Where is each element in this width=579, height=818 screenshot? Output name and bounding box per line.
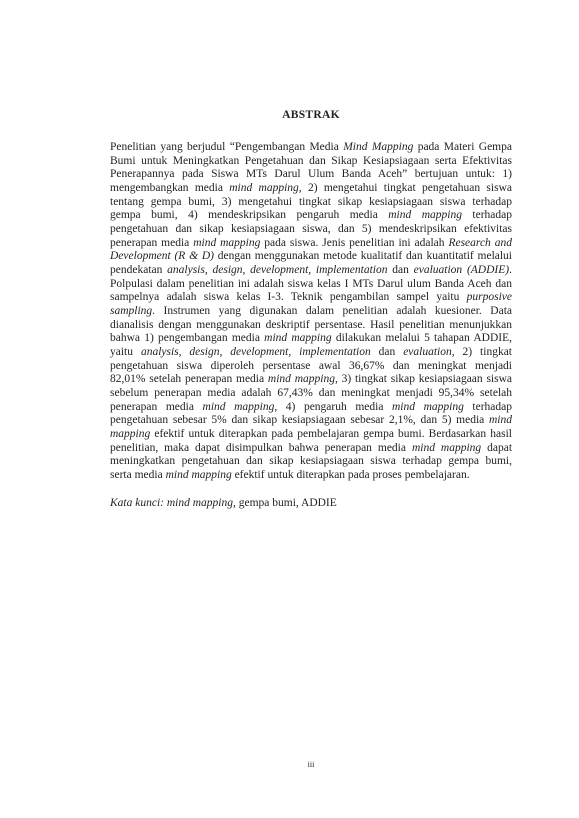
abstract-line — [110, 141, 512, 155]
text-run: . Instrumen yang digunakan dalam penelitian adalah kuesioner. Data — [152, 305, 512, 318]
abstract-line — [110, 346, 512, 360]
italic-term: mind mapping — [267, 373, 335, 386]
italic-term: evaluation (ADDIE) — [413, 264, 510, 277]
italic-term: analysis, design, development, implementation — [167, 264, 388, 277]
abstract-paragraph — [110, 141, 512, 483]
text-run: tentang gempa bumi, 3) mengetahui tingkat sikap kesiapsiagaan siswa terhadap — [110, 195, 512, 208]
text-run: , 2) tingkat — [451, 346, 512, 359]
text-run: serta media — [110, 469, 166, 482]
abstract-line — [110, 250, 512, 264]
abstract-line — [110, 414, 512, 428]
text-run: terhadap — [461, 209, 512, 222]
italic-term: mind mapping — [202, 400, 275, 413]
abstract-line — [110, 155, 512, 169]
text-run: mengembangkan media — [110, 182, 230, 195]
text-run: 82,01% setelah penerapan media — [110, 373, 268, 386]
abstract-line — [110, 182, 512, 196]
text-run: pendekatan — [110, 264, 168, 277]
italic-term: mind mapping — [411, 441, 482, 454]
abstract-line — [110, 305, 512, 319]
abstract-line — [110, 373, 512, 387]
text-run: dilakukan melalui 5 tahapan ADDIE, — [331, 332, 513, 345]
text-run: sebelum penerapan media adalah 67,43% dan meningkat menjadi 95,34% setelah — [110, 387, 512, 400]
italic-term: mind mapping — [229, 182, 299, 195]
abstract-line — [110, 237, 512, 251]
text-run: terhadap — [463, 400, 512, 413]
page-title: ABSTRAK — [282, 109, 340, 121]
text-run: Bumi untuk Meningkatkan Pengetahuan dan Sikap Kesiapsiagaan serta Efektivitas — [110, 154, 512, 167]
abstract-line — [110, 278, 512, 292]
abstract-line — [110, 264, 512, 278]
italic-term: mind — [489, 414, 512, 427]
italic-term: mind mapping — [388, 209, 462, 222]
abstract-line — [110, 401, 512, 415]
abstract-line — [110, 223, 512, 237]
italic-term: mapping — [110, 428, 151, 441]
italic-term: Research and — [448, 236, 512, 249]
text-run: pengetahuan siswa diperoleh persentase awal 36,67% dan meningkat menjadi — [110, 359, 512, 372]
text-run: , 3) tingkat sikap kesiapsiagaan siswa — [334, 373, 512, 386]
abstract-line — [110, 209, 512, 223]
text-run: meningkatkan pengetahuan dan sikap kesiapsiagaan siswa terhadap gempa bumi, — [110, 455, 512, 468]
text-run: Penelitian yang berjudul “Pengembangan Media — [110, 141, 344, 153]
text-run: sampelnya adalah siswa kelas I-3. Teknik pengambilan sampel yaitu — [110, 291, 467, 304]
text-run: dan — [387, 264, 414, 277]
italic-term: mind mapping — [166, 497, 233, 509]
keywords-label: Kata kunci: — [110, 497, 164, 509]
italic-term: mind mapping — [392, 400, 464, 413]
text-run: Penerapannya pada Siswa MTs Darul Ulum Banda Aceh” bertujuan untuk: 1) — [110, 168, 512, 181]
text-run: yaitu — [110, 346, 141, 359]
abstract-line — [110, 360, 512, 374]
text-run: pada siswa. Jenis penelitian ini adalah — [260, 236, 449, 249]
page-number: iii — [307, 760, 315, 769]
italic-term: sampling — [110, 305, 153, 318]
abstract-line — [110, 428, 512, 442]
abstract-line — [110, 442, 512, 456]
text-run: , 4) pengaruh media — [274, 400, 392, 413]
italic-term: Mind Mapping — [343, 141, 414, 153]
abstract-line — [110, 168, 512, 182]
abstract-line — [110, 469, 512, 483]
italic-term: mind mapping — [264, 332, 332, 345]
italic-term: Development (R & D) — [110, 250, 214, 263]
text-run: dengan menggunakan metode kualitatif dan kuantitatif melalui — [214, 250, 513, 263]
text-run: penerapan media — [110, 400, 203, 413]
text-run: pada Materi Gempa — [413, 141, 512, 153]
abstract-line — [110, 196, 512, 210]
text-run: gempa bumi, 4) mendeskripsikan pengaruh media — [110, 209, 389, 222]
text-run: . — [509, 264, 512, 277]
abstract-line — [110, 332, 512, 346]
text-run: Polpulasi dalam penelitian ini adalah siswa kelas I MTs Darul ulum Banda Aceh dan — [110, 277, 512, 290]
italic-term: purposive — [466, 291, 512, 304]
keywords-terms — [167, 497, 337, 509]
abstract-line — [110, 387, 512, 401]
italic-term: evaluation — [403, 346, 452, 359]
abstract-line — [110, 455, 512, 469]
text-run: dianalisis dengan menggunakan deskriptif persentase. Hasil penelitian menunjukkan — [110, 318, 512, 331]
abstract-line — [110, 291, 512, 305]
italic-term: analysis, design, development, implementation — [140, 346, 371, 359]
text-run: penelitian, maka dapat disimpulkan bahwa penerapan media — [110, 441, 412, 454]
text-run: , gempa bumi, ADDIE — [232, 497, 337, 509]
text-run: dan — [370, 346, 404, 359]
text-run: pengetahuan dan sikap kesiapsiagaan siswa, dan 5) mendeskripsikan efektivitas — [110, 223, 512, 236]
text-run: , 2) mengetahui tingkat pengetahuan siswa — [298, 182, 512, 195]
text-run: efektif untuk diterapkan pada proses pembelajaran. — [231, 469, 470, 482]
keywords-line — [110, 497, 512, 511]
text-run: bahwa 1) pengembangan media — [110, 332, 265, 345]
italic-term: mind mapping — [165, 469, 232, 482]
italic-term: mind mapping — [193, 236, 261, 249]
text-run: dapat — [481, 441, 513, 454]
text-run: pengetahuan sebesar 5% dan sikap kesiapsiagaan sebesar 2,1%, dan 5) media — [110, 414, 489, 427]
text-run: penerapan media — [110, 236, 194, 249]
abstract-line — [110, 319, 512, 333]
text-run: efektif untuk diterapkan pada pembelajaran gempa bumi. Berdasarkan hasil — [150, 428, 512, 441]
